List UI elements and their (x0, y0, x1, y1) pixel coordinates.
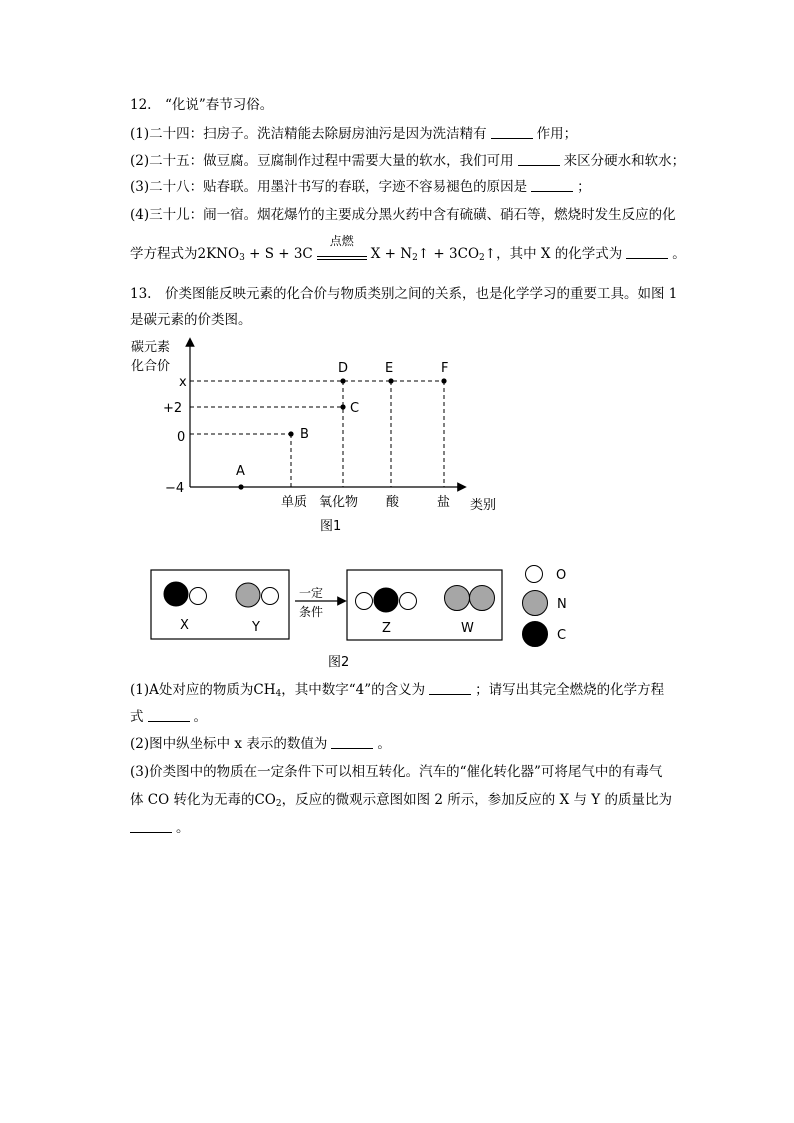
q13-part3-sub: 2 (275, 799, 282, 809)
q13-part3-text-b: 体 CO 转化为无毒的CO (130, 792, 276, 808)
q13-part1-text-e: 。 (193, 709, 207, 725)
point-d-label: D (338, 361, 349, 376)
q13-part1-text-c: ；请写出其完全燃烧的化学方程 (475, 682, 665, 698)
figure-2-reaction-diagram (0, 560, 794, 680)
point-f-label: F (441, 361, 449, 376)
point-b (288, 431, 293, 436)
molecule-z-label: Z (382, 621, 391, 636)
legend-nitrogen-swatch (523, 591, 548, 616)
legend-oxygen-label: O (556, 568, 567, 583)
answer-blank-5[interactable] (429, 682, 471, 695)
z-carbon-atom (374, 588, 398, 612)
q13-part1-line1 (130, 681, 664, 703)
x-oxygen-atom (190, 588, 207, 605)
q13-part1-text: (1)A处对应的物质为CH (130, 682, 276, 698)
q13-part2 (130, 735, 391, 753)
figure-1-caption: 图1 (320, 519, 342, 534)
q13-part2-text: (2)图中纵坐标中 x 表示的数值为 (130, 736, 328, 752)
eq-text-c: X + N (370, 246, 413, 262)
eq-sub-a: 3 (239, 253, 245, 263)
y-oxygen-atom (262, 588, 279, 605)
q13-intro-2: 是碳元素的价类图。 (130, 312, 252, 328)
legend-carbon-label: C (557, 628, 567, 643)
y-tick-x: x (179, 375, 187, 390)
point-f (441, 378, 446, 383)
q13-part3-text-c: ，反应的微观示意图如图 2 所示，参加反应的 X 与 Y 的质量比为 (281, 792, 672, 808)
q12-part2-text: (2)二十五：做豆腐。豆腐制作过程中需要大量的软水，我们可用 (130, 153, 514, 169)
molecule-w-label: W (461, 621, 474, 636)
q12-part1-tail: 作用； (536, 126, 578, 142)
point-d (340, 378, 345, 383)
q13-part3-line1: (3)价类图中的物质在一定条件下可以相互转化。汽车的“催化转化器”可将尾气中的有毒气 (130, 764, 663, 780)
y-axis-label-line1: 碳元素 (131, 340, 171, 355)
q13-part1-text-d: 式 (130, 709, 144, 725)
eq-text-f: 。 (672, 246, 686, 262)
q12-part2-tail: 来区分硬水和软水； (563, 153, 686, 169)
answer-blank-6[interactable] (148, 709, 190, 722)
arrow-condition-line1: 一定 (299, 586, 324, 600)
q12-part3-text: (3)二十八：贴春联。用墨汁书写的春联，字迹不容易褪色的原因是 (130, 179, 528, 195)
molecule-x-label: X (180, 618, 189, 633)
point-a-label: A (236, 464, 245, 479)
q12-title: 12. “化说”春节习俗。 (130, 97, 274, 113)
y-tick-plus2: +2 (163, 401, 183, 416)
point-c (340, 404, 345, 409)
q13-part3-line2 (130, 791, 672, 813)
legend-oxygen-swatch (526, 566, 543, 583)
point-c-label: C (350, 401, 360, 416)
point-a (238, 484, 243, 489)
reaction-condition-label: 点燃 (329, 233, 354, 248)
q13-part1-sub: 4 (275, 689, 282, 699)
eq-sub-c: 2 (412, 253, 418, 263)
q12-part1-text: (1)二十四：扫房子。洗洁精能去除厨房油污是因为洗洁精有 (130, 126, 487, 142)
q13-intro-1: 13. 价类图能反映元素的化合价与物质类别之间的关系，也是化学学习的重要工具。如图 1 (130, 286, 678, 302)
q13-part1-line2 (130, 708, 207, 726)
legend-carbon-swatch (523, 622, 548, 647)
x-cat-acid: 酸 (386, 495, 400, 510)
eq-text-b: + S + 3C (244, 246, 313, 262)
w-nitrogen-atom-left (445, 586, 470, 611)
point-b-label: B (300, 427, 309, 442)
answer-blank-7[interactable] (331, 736, 373, 749)
q12-part3-tail: ； (577, 179, 591, 195)
x-cat-salt: 盐 (437, 495, 451, 510)
z-oxygen-atom-right (400, 593, 417, 610)
y-tick-0: 0 (177, 430, 186, 445)
answer-blank-8[interactable] (130, 820, 172, 833)
y-tick-minus4: −4 (165, 481, 185, 496)
x-cat-oxide: 氧化物 (319, 495, 359, 510)
z-oxygen-atom-left (356, 593, 373, 610)
point-e-label: E (385, 361, 394, 376)
x-axis-label: 类别 (470, 498, 497, 513)
molecule-y-label: Y (252, 620, 260, 635)
q13-part2-tail: 。 (377, 736, 391, 752)
y-nitrogen-atom (236, 583, 260, 607)
eq-text-e: ↑，其中 X 的化学式为 (484, 246, 623, 262)
x-carbon-atom (164, 582, 188, 606)
legend-nitrogen-label: N (557, 597, 567, 612)
eq-sub-d: 2 (479, 253, 485, 263)
figure-2-caption: 图2 (328, 655, 350, 670)
y-axis-label-line2: 化合价 (131, 359, 171, 374)
eq-text-a: 学方程式为2KNO (130, 246, 240, 262)
q13-part3-line3 (130, 819, 190, 837)
eq-text-d: ↑ + 3CO (417, 246, 480, 262)
x-cat-simple-substance: 单质 (281, 495, 308, 510)
q12-part4: (4)三十儿：闹一宿。烟花爆竹的主要成分黑火药中含有硫磺、硝石等，燃烧时发生反应的化 (130, 207, 676, 223)
figure-1-valence-diagram (0, 0, 794, 560)
point-e (388, 378, 393, 383)
w-nitrogen-atom-right (470, 586, 495, 611)
arrow-condition-line2: 条件 (299, 605, 324, 619)
q13-part1-text-b: ，其中数字“4”的含义为 (281, 682, 426, 698)
q13-part3-tail: 。 (176, 820, 190, 836)
